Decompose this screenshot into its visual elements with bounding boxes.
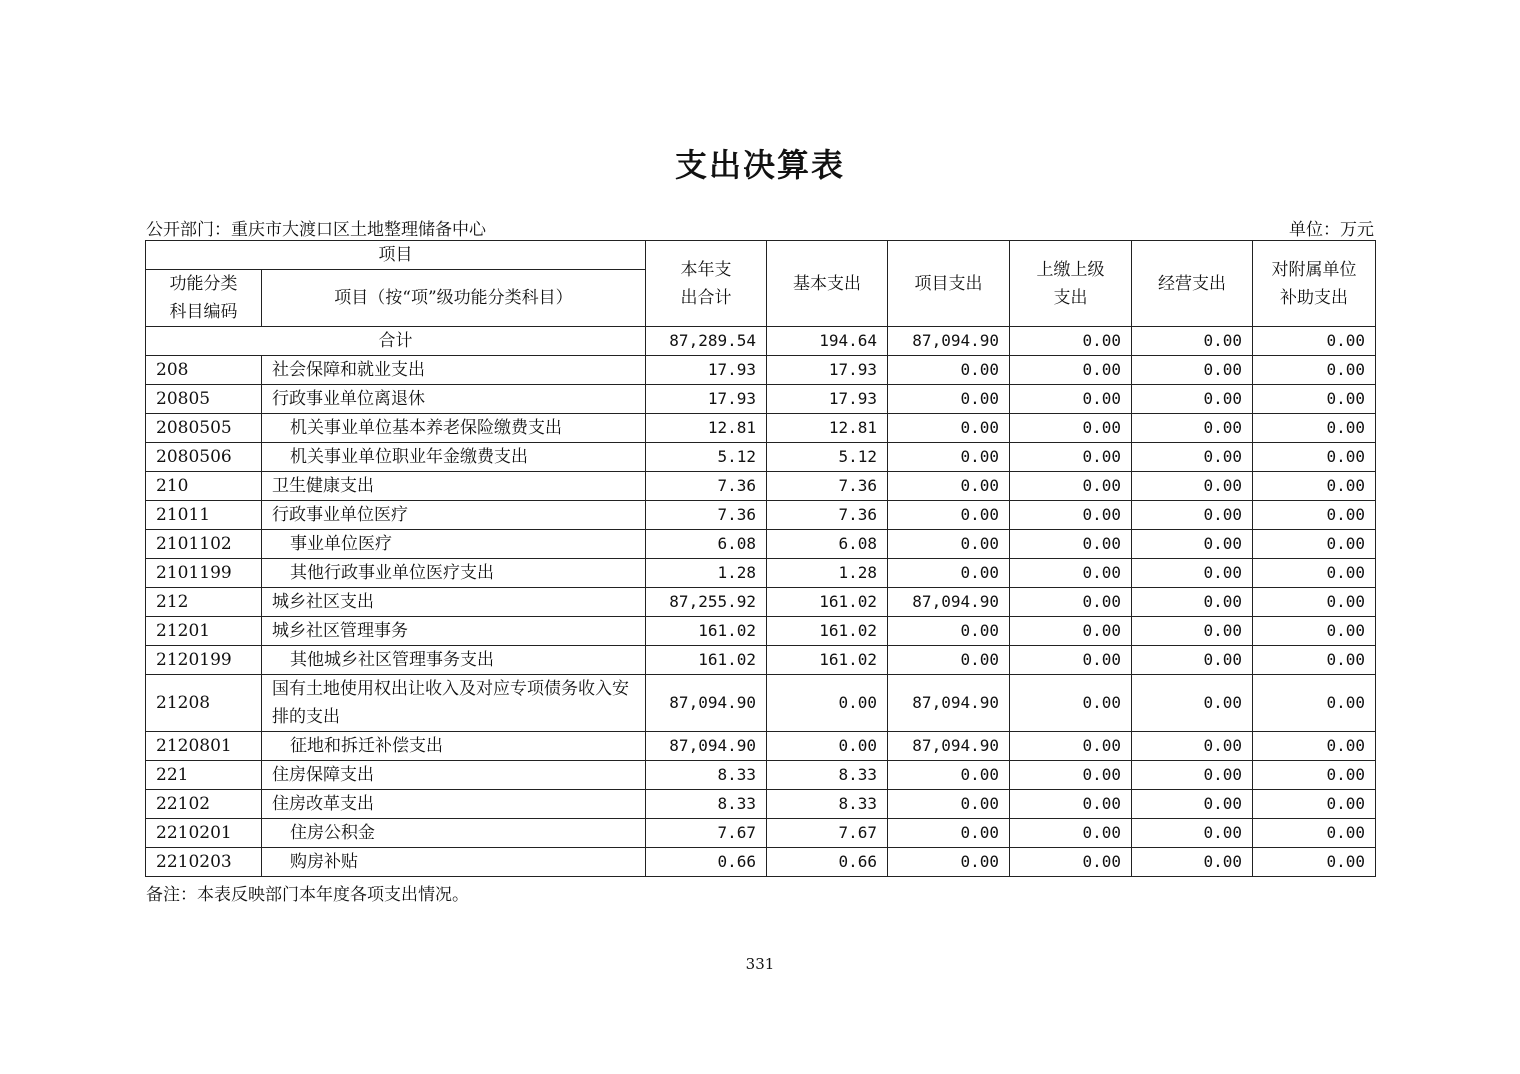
row-upper: 0.00 bbox=[1010, 675, 1132, 732]
row-name: 购房补贴 bbox=[262, 848, 646, 877]
row-basic: 161.02 bbox=[767, 646, 888, 675]
total-row bbox=[146, 327, 1376, 356]
header-basic: 基本支出 bbox=[767, 241, 888, 327]
row-subsidy: 0.00 bbox=[1253, 675, 1376, 732]
row-code: 21208 bbox=[146, 675, 262, 732]
row-subsidy: 0.00 bbox=[1253, 732, 1376, 761]
header-subsidy: 对附属单位补助支出 bbox=[1253, 241, 1376, 327]
row-upper: 0.00 bbox=[1010, 559, 1132, 588]
row-upper: 0.00 bbox=[1010, 732, 1132, 761]
page-title: 支出决算表 bbox=[674, 146, 845, 184]
row-upper: 0.00 bbox=[1010, 385, 1132, 414]
row-business: 0.00 bbox=[1132, 501, 1253, 530]
total-project: 87,094.90 bbox=[888, 327, 1010, 356]
row-total: 12.81 bbox=[646, 414, 767, 443]
row-total: 1.28 bbox=[646, 559, 767, 588]
row-total: 8.33 bbox=[646, 761, 767, 790]
row-business: 0.00 bbox=[1132, 675, 1253, 732]
header-row-1 bbox=[146, 241, 1376, 270]
row-subsidy: 0.00 bbox=[1253, 501, 1376, 530]
row-subsidy: 0.00 bbox=[1253, 530, 1376, 559]
row-upper: 0.00 bbox=[1010, 356, 1132, 385]
total-label: 合计 bbox=[146, 327, 646, 356]
row-basic: 8.33 bbox=[767, 790, 888, 819]
row-code: 2210201 bbox=[146, 819, 262, 848]
unit-label: 单位：万元 bbox=[1289, 220, 1374, 240]
total-subsidy: 0.00 bbox=[1253, 327, 1376, 356]
row-total: 5.12 bbox=[646, 443, 767, 472]
table-row bbox=[146, 761, 1376, 790]
row-name: 住房改革支出 bbox=[262, 790, 646, 819]
header-total: 本年支出合计 bbox=[646, 241, 767, 327]
table-row bbox=[146, 501, 1376, 530]
row-total: 161.02 bbox=[646, 646, 767, 675]
row-project: 0.00 bbox=[888, 414, 1010, 443]
row-basic: 161.02 bbox=[767, 588, 888, 617]
row-name: 机关事业单位基本养老保险缴费支出 bbox=[262, 414, 646, 443]
row-total: 17.93 bbox=[646, 356, 767, 385]
row-basic: 7.36 bbox=[767, 472, 888, 501]
row-upper: 0.00 bbox=[1010, 790, 1132, 819]
header-code: 功能分类科目编码 bbox=[146, 270, 262, 327]
row-name: 机关事业单位职业年金缴费支出 bbox=[262, 443, 646, 472]
row-total: 87,094.90 bbox=[646, 675, 767, 732]
table-row bbox=[146, 848, 1376, 877]
row-upper: 0.00 bbox=[1010, 501, 1132, 530]
row-project: 0.00 bbox=[888, 356, 1010, 385]
row-upper: 0.00 bbox=[1010, 819, 1132, 848]
row-name: 社会保障和就业支出 bbox=[262, 356, 646, 385]
row-total: 6.08 bbox=[646, 530, 767, 559]
table-row bbox=[146, 530, 1376, 559]
row-total: 7.36 bbox=[646, 501, 767, 530]
row-business: 0.00 bbox=[1132, 819, 1253, 848]
row-project: 87,094.90 bbox=[888, 675, 1010, 732]
table-row bbox=[146, 732, 1376, 761]
row-code: 2120801 bbox=[146, 732, 262, 761]
row-code: 2120199 bbox=[146, 646, 262, 675]
row-project: 0.00 bbox=[888, 646, 1010, 675]
row-name: 征地和拆迁补偿支出 bbox=[262, 732, 646, 761]
row-subsidy: 0.00 bbox=[1253, 819, 1376, 848]
row-upper: 0.00 bbox=[1010, 443, 1132, 472]
row-code: 210 bbox=[146, 472, 262, 501]
row-upper: 0.00 bbox=[1010, 646, 1132, 675]
row-basic: 8.33 bbox=[767, 761, 888, 790]
table-row bbox=[146, 617, 1376, 646]
row-name: 住房保障支出 bbox=[262, 761, 646, 790]
row-project: 0.00 bbox=[888, 501, 1010, 530]
row-code: 221 bbox=[146, 761, 262, 790]
row-business: 0.00 bbox=[1132, 356, 1253, 385]
row-basic: 1.28 bbox=[767, 559, 888, 588]
table-row bbox=[146, 443, 1376, 472]
row-code: 2101102 bbox=[146, 530, 262, 559]
row-name: 城乡社区管理事务 bbox=[262, 617, 646, 646]
row-code: 22102 bbox=[146, 790, 262, 819]
row-project: 87,094.90 bbox=[888, 588, 1010, 617]
row-upper: 0.00 bbox=[1010, 588, 1132, 617]
row-total: 0.66 bbox=[646, 848, 767, 877]
table-row bbox=[146, 588, 1376, 617]
row-basic: 0.66 bbox=[767, 848, 888, 877]
table-row bbox=[146, 559, 1376, 588]
row-code: 2210203 bbox=[146, 848, 262, 877]
row-subsidy: 0.00 bbox=[1253, 559, 1376, 588]
row-total: 87,255.92 bbox=[646, 588, 767, 617]
row-upper: 0.00 bbox=[1010, 530, 1132, 559]
row-subsidy: 0.00 bbox=[1253, 356, 1376, 385]
page-number: 331 bbox=[745, 955, 775, 973]
row-business: 0.00 bbox=[1132, 790, 1253, 819]
row-name: 城乡社区支出 bbox=[262, 588, 646, 617]
total-business: 0.00 bbox=[1132, 327, 1253, 356]
row-business: 0.00 bbox=[1132, 588, 1253, 617]
row-subsidy: 0.00 bbox=[1253, 385, 1376, 414]
header-business: 经营支出 bbox=[1132, 241, 1253, 327]
row-upper: 0.00 bbox=[1010, 472, 1132, 501]
row-name: 住房公积金 bbox=[262, 819, 646, 848]
row-name: 其他城乡社区管理事务支出 bbox=[262, 646, 646, 675]
row-code: 2101199 bbox=[146, 559, 262, 588]
row-subsidy: 0.00 bbox=[1253, 588, 1376, 617]
row-code: 208 bbox=[146, 356, 262, 385]
table-row bbox=[146, 356, 1376, 385]
row-basic: 7.67 bbox=[767, 819, 888, 848]
row-business: 0.00 bbox=[1132, 761, 1253, 790]
row-name: 其他行政事业单位医疗支出 bbox=[262, 559, 646, 588]
row-code: 21011 bbox=[146, 501, 262, 530]
header-project: 项目支出 bbox=[888, 241, 1010, 327]
table-row bbox=[146, 819, 1376, 848]
row-project: 0.00 bbox=[888, 848, 1010, 877]
row-name: 行政事业单位医疗 bbox=[262, 501, 646, 530]
row-name: 事业单位医疗 bbox=[262, 530, 646, 559]
table-row bbox=[146, 790, 1376, 819]
row-basic: 6.08 bbox=[767, 530, 888, 559]
table-row bbox=[146, 472, 1376, 501]
row-project: 0.00 bbox=[888, 790, 1010, 819]
row-total: 87,094.90 bbox=[646, 732, 767, 761]
row-basic: 17.93 bbox=[767, 356, 888, 385]
row-total: 7.36 bbox=[646, 472, 767, 501]
row-business: 0.00 bbox=[1132, 443, 1253, 472]
table-body bbox=[146, 241, 1376, 877]
row-subsidy: 0.00 bbox=[1253, 443, 1376, 472]
row-subsidy: 0.00 bbox=[1253, 472, 1376, 501]
row-upper: 0.00 bbox=[1010, 848, 1132, 877]
row-upper: 0.00 bbox=[1010, 617, 1132, 646]
row-subsidy: 0.00 bbox=[1253, 761, 1376, 790]
row-subsidy: 0.00 bbox=[1253, 646, 1376, 675]
header-item: 项目 bbox=[146, 241, 646, 270]
row-basic: 17.93 bbox=[767, 385, 888, 414]
total-basic: 194.64 bbox=[767, 327, 888, 356]
row-project: 0.00 bbox=[888, 443, 1010, 472]
table-row bbox=[146, 385, 1376, 414]
row-code: 2080505 bbox=[146, 414, 262, 443]
row-code: 20805 bbox=[146, 385, 262, 414]
row-business: 0.00 bbox=[1132, 385, 1253, 414]
row-project: 0.00 bbox=[888, 559, 1010, 588]
total-total: 87,289.54 bbox=[646, 327, 767, 356]
row-project: 0.00 bbox=[888, 385, 1010, 414]
row-business: 0.00 bbox=[1132, 559, 1253, 588]
row-basic: 12.81 bbox=[767, 414, 888, 443]
row-basic: 0.00 bbox=[767, 675, 888, 732]
row-business: 0.00 bbox=[1132, 617, 1253, 646]
row-basic: 161.02 bbox=[767, 617, 888, 646]
row-code: 2080506 bbox=[146, 443, 262, 472]
row-subsidy: 0.00 bbox=[1253, 617, 1376, 646]
row-business: 0.00 bbox=[1132, 414, 1253, 443]
row-business: 0.00 bbox=[1132, 646, 1253, 675]
table-row bbox=[146, 675, 1376, 732]
row-total: 161.02 bbox=[646, 617, 767, 646]
row-project: 0.00 bbox=[888, 819, 1010, 848]
row-project: 0.00 bbox=[888, 761, 1010, 790]
row-total: 7.67 bbox=[646, 819, 767, 848]
table-row bbox=[146, 414, 1376, 443]
header-upper: 上缴上级支出 bbox=[1010, 241, 1132, 327]
table-row bbox=[146, 646, 1376, 675]
row-code: 212 bbox=[146, 588, 262, 617]
row-basic: 0.00 bbox=[767, 732, 888, 761]
row-basic: 7.36 bbox=[767, 501, 888, 530]
row-business: 0.00 bbox=[1132, 732, 1253, 761]
row-project: 0.00 bbox=[888, 530, 1010, 559]
total-upper: 0.00 bbox=[1010, 327, 1132, 356]
row-name: 卫生健康支出 bbox=[262, 472, 646, 501]
row-name: 行政事业单位离退休 bbox=[262, 385, 646, 414]
row-total: 8.33 bbox=[646, 790, 767, 819]
row-business: 0.00 bbox=[1132, 848, 1253, 877]
row-total: 17.93 bbox=[646, 385, 767, 414]
row-upper: 0.00 bbox=[1010, 761, 1132, 790]
header-name: 项目（按“项”级功能分类科目） bbox=[262, 270, 646, 327]
footnote: 备注：本表反映部门本年度各项支出情况。 bbox=[146, 885, 469, 905]
row-business: 0.00 bbox=[1132, 530, 1253, 559]
row-subsidy: 0.00 bbox=[1253, 790, 1376, 819]
row-project: 0.00 bbox=[888, 472, 1010, 501]
row-business: 0.00 bbox=[1132, 472, 1253, 501]
row-basic: 5.12 bbox=[767, 443, 888, 472]
expenditure-table bbox=[145, 240, 1376, 877]
row-subsidy: 0.00 bbox=[1253, 414, 1376, 443]
row-upper: 0.00 bbox=[1010, 414, 1132, 443]
row-project: 0.00 bbox=[888, 617, 1010, 646]
department-label: 公开部门：重庆市大渡口区土地整理储备中心 bbox=[146, 220, 486, 240]
row-project: 87,094.90 bbox=[888, 732, 1010, 761]
row-subsidy: 0.00 bbox=[1253, 848, 1376, 877]
row-code: 21201 bbox=[146, 617, 262, 646]
row-name: 国有土地使用权出让收入及对应专项债务收入安排的支出 bbox=[262, 675, 646, 732]
